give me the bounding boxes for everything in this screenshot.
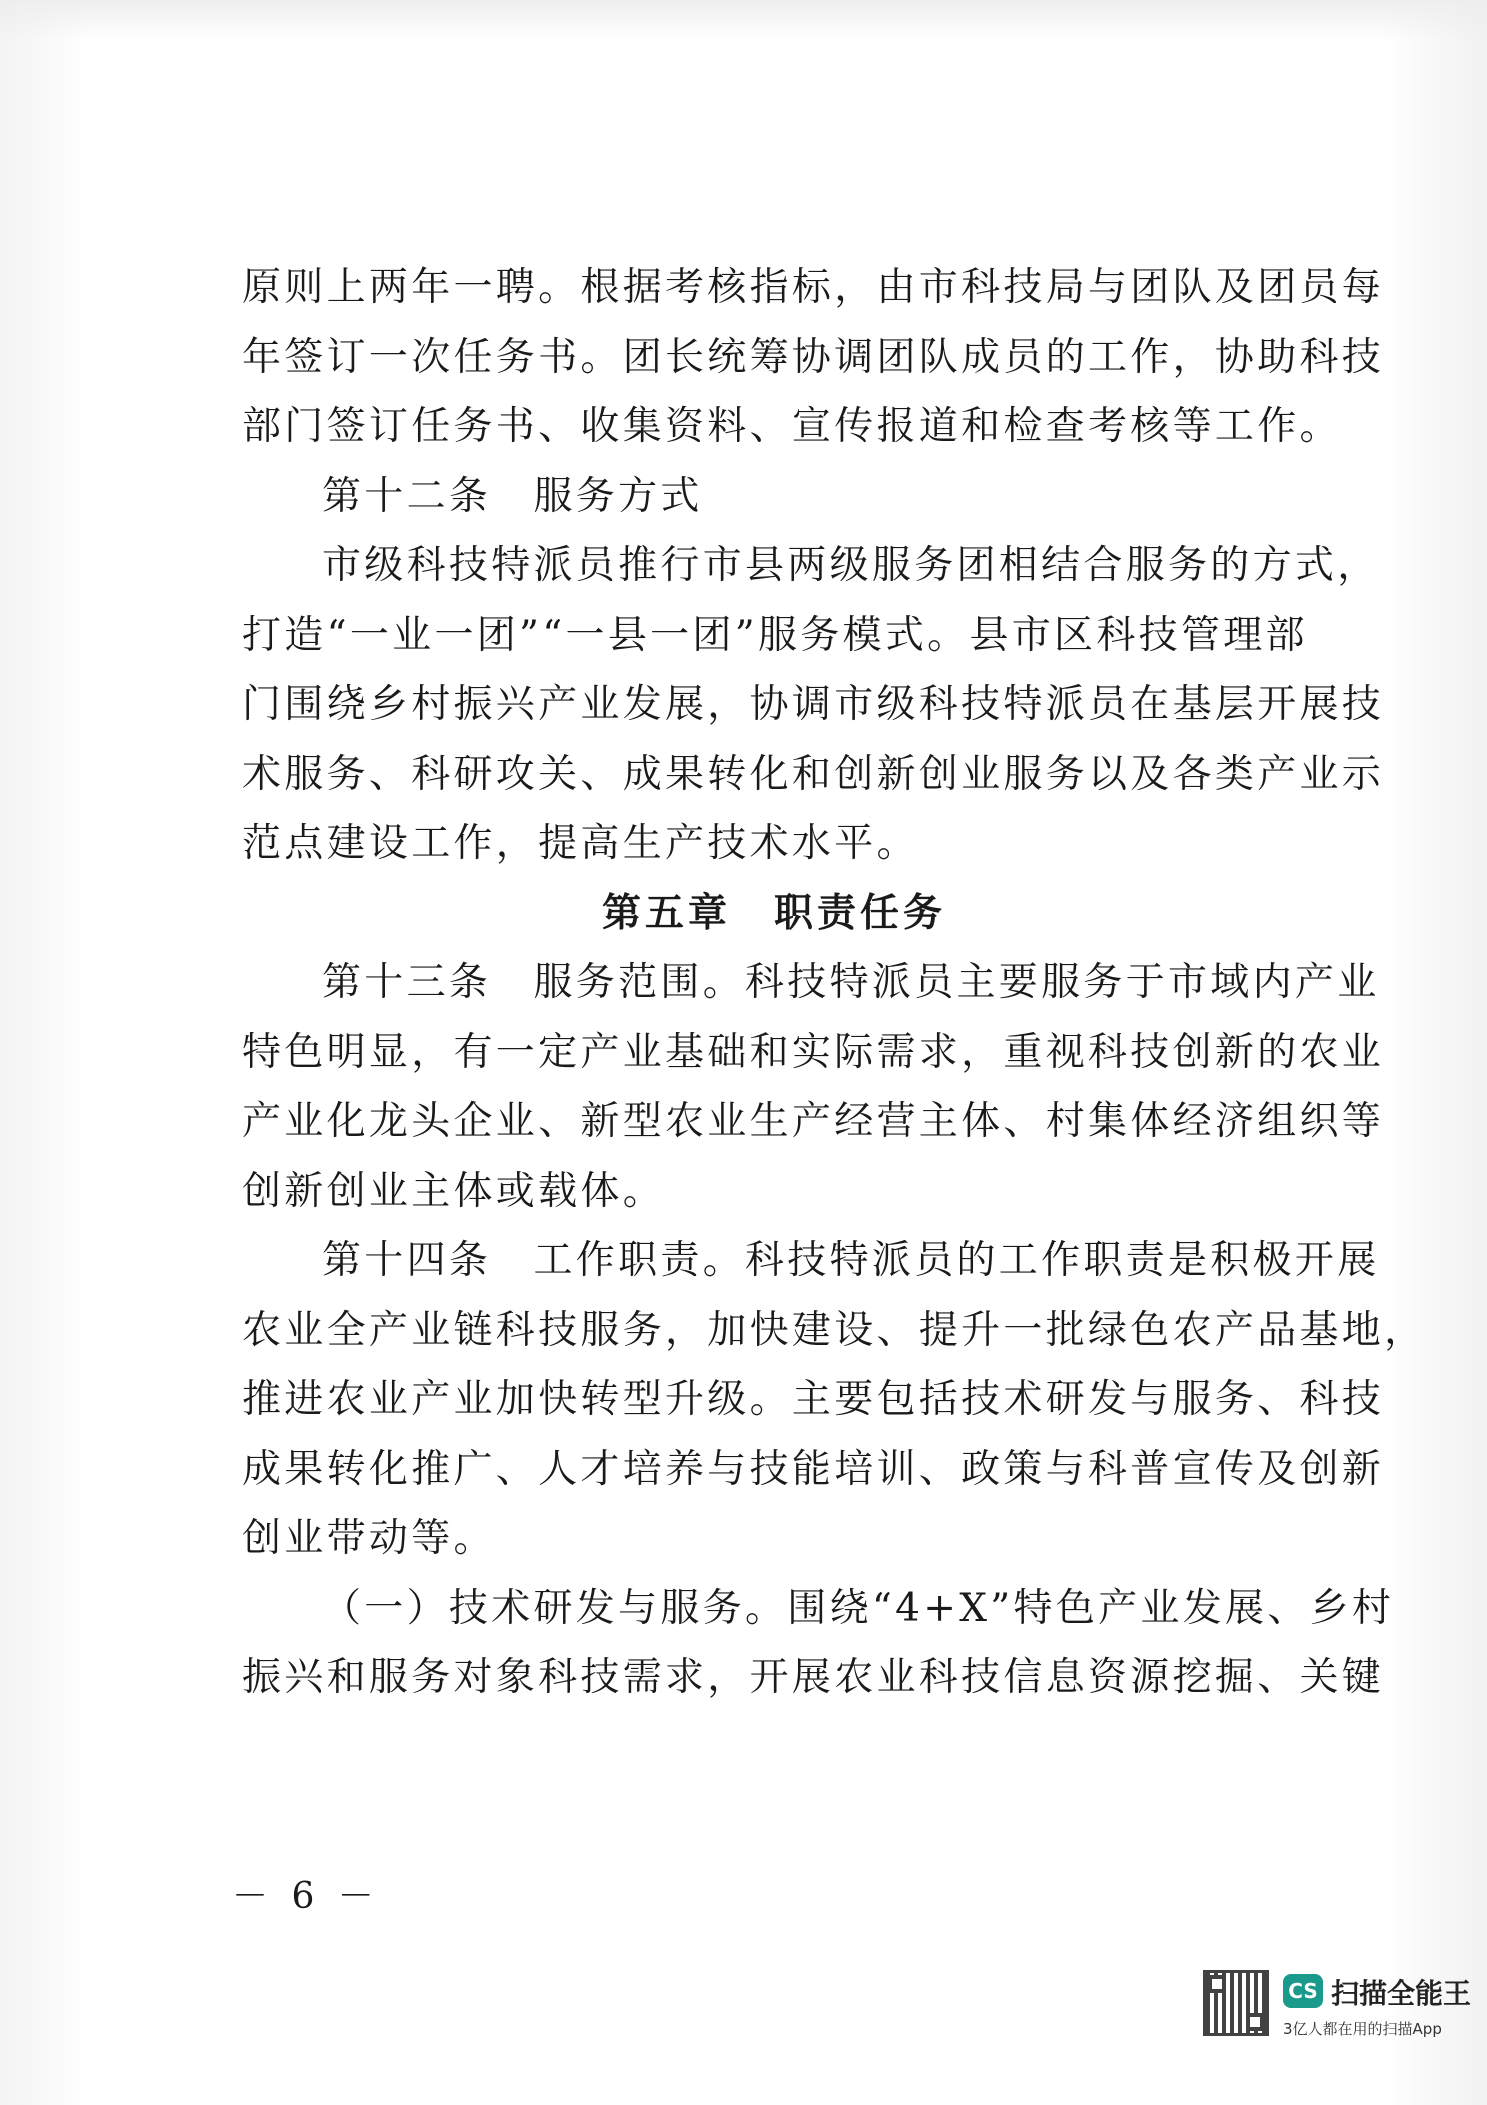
text-line: 特色明显，有一定产业基础和实际需求，重视科技创新的农业 <box>242 1029 1385 1075</box>
article-12-heading: 第十二条 服务方式 <box>322 473 703 519</box>
article-14-paragraph: 第十四条 工作职责。科技特派员的工作职责是积极开展 <box>322 1238 1380 1283</box>
app-name: 扫描全能王 <box>1331 1977 1472 2010</box>
article-13-paragraph: 第十三条 服务范围。科技特派员主要服务于市域内产业 <box>322 960 1380 1005</box>
cs-logo-icon: CS <box>1283 1974 1323 2008</box>
text-line: 部门签订任务书、收集资料、宣传报道和检查考核等工作。 <box>242 404 1342 449</box>
text-line: 振兴和服务对象科技需求，开展农业科技信息资源挖掘、关键 <box>242 1655 1385 1700</box>
chapter-5-heading: 第五章 职责任务 <box>601 889 946 936</box>
scanner-watermark <box>1203 1970 1473 2080</box>
text-line: 市级科技特派员推行市县两级服务团相结合服务的方式， <box>322 543 1380 588</box>
text-line: 门围绕乡村振兴产业发展，协调市级科技特派员在基层开展技 <box>242 682 1385 727</box>
text-line: 术服务、科研攻关、成果转化和创新创业服务以及各类产业示 <box>242 751 1385 797</box>
document-body <box>242 253 1427 1713</box>
text-line: 成果转化推广、人才培养与技能培训、政策与科普宣传及创新 <box>242 1446 1385 1492</box>
text-line: 产业化龙头企业、新型农业生产经营主体、村集体经济组织等 <box>242 1099 1385 1144</box>
page-number: － 6 － <box>232 1876 380 1917</box>
app-tagline: 3亿人都在用的扫描App <box>1283 2020 1442 2038</box>
qr-code-icon <box>1203 1970 1269 2036</box>
text-line: 范点建设工作，提高生产技术水平。 <box>242 821 919 866</box>
text-line: 原则上两年一聘。根据考核指标，由市科技局与团队及团员每 <box>242 265 1385 310</box>
text-line: 农业全产业链科技服务，加快建设、提升一批绿色农产品基地， <box>242 1307 1427 1353</box>
text-line: 创业带动等。 <box>242 1516 496 1561</box>
text-line: 打造“一业一团”“一县一团”服务模式。县市区科技管理部 <box>242 612 1308 658</box>
text-line: 创新创业主体或载体。 <box>242 1168 666 1214</box>
scan-shadow <box>0 0 1487 40</box>
text-line: 年签订一次任务书。团长统筹协调团队成员的工作，协助科技 <box>242 334 1385 380</box>
text-line: 推进农业产业加快转型升级。主要包括技术研发与服务、科技 <box>242 1377 1385 1422</box>
item-1-paragraph: （一）技术研发与服务。围绕“4+X”特色产业发展、乡村 <box>322 1585 1395 1631</box>
